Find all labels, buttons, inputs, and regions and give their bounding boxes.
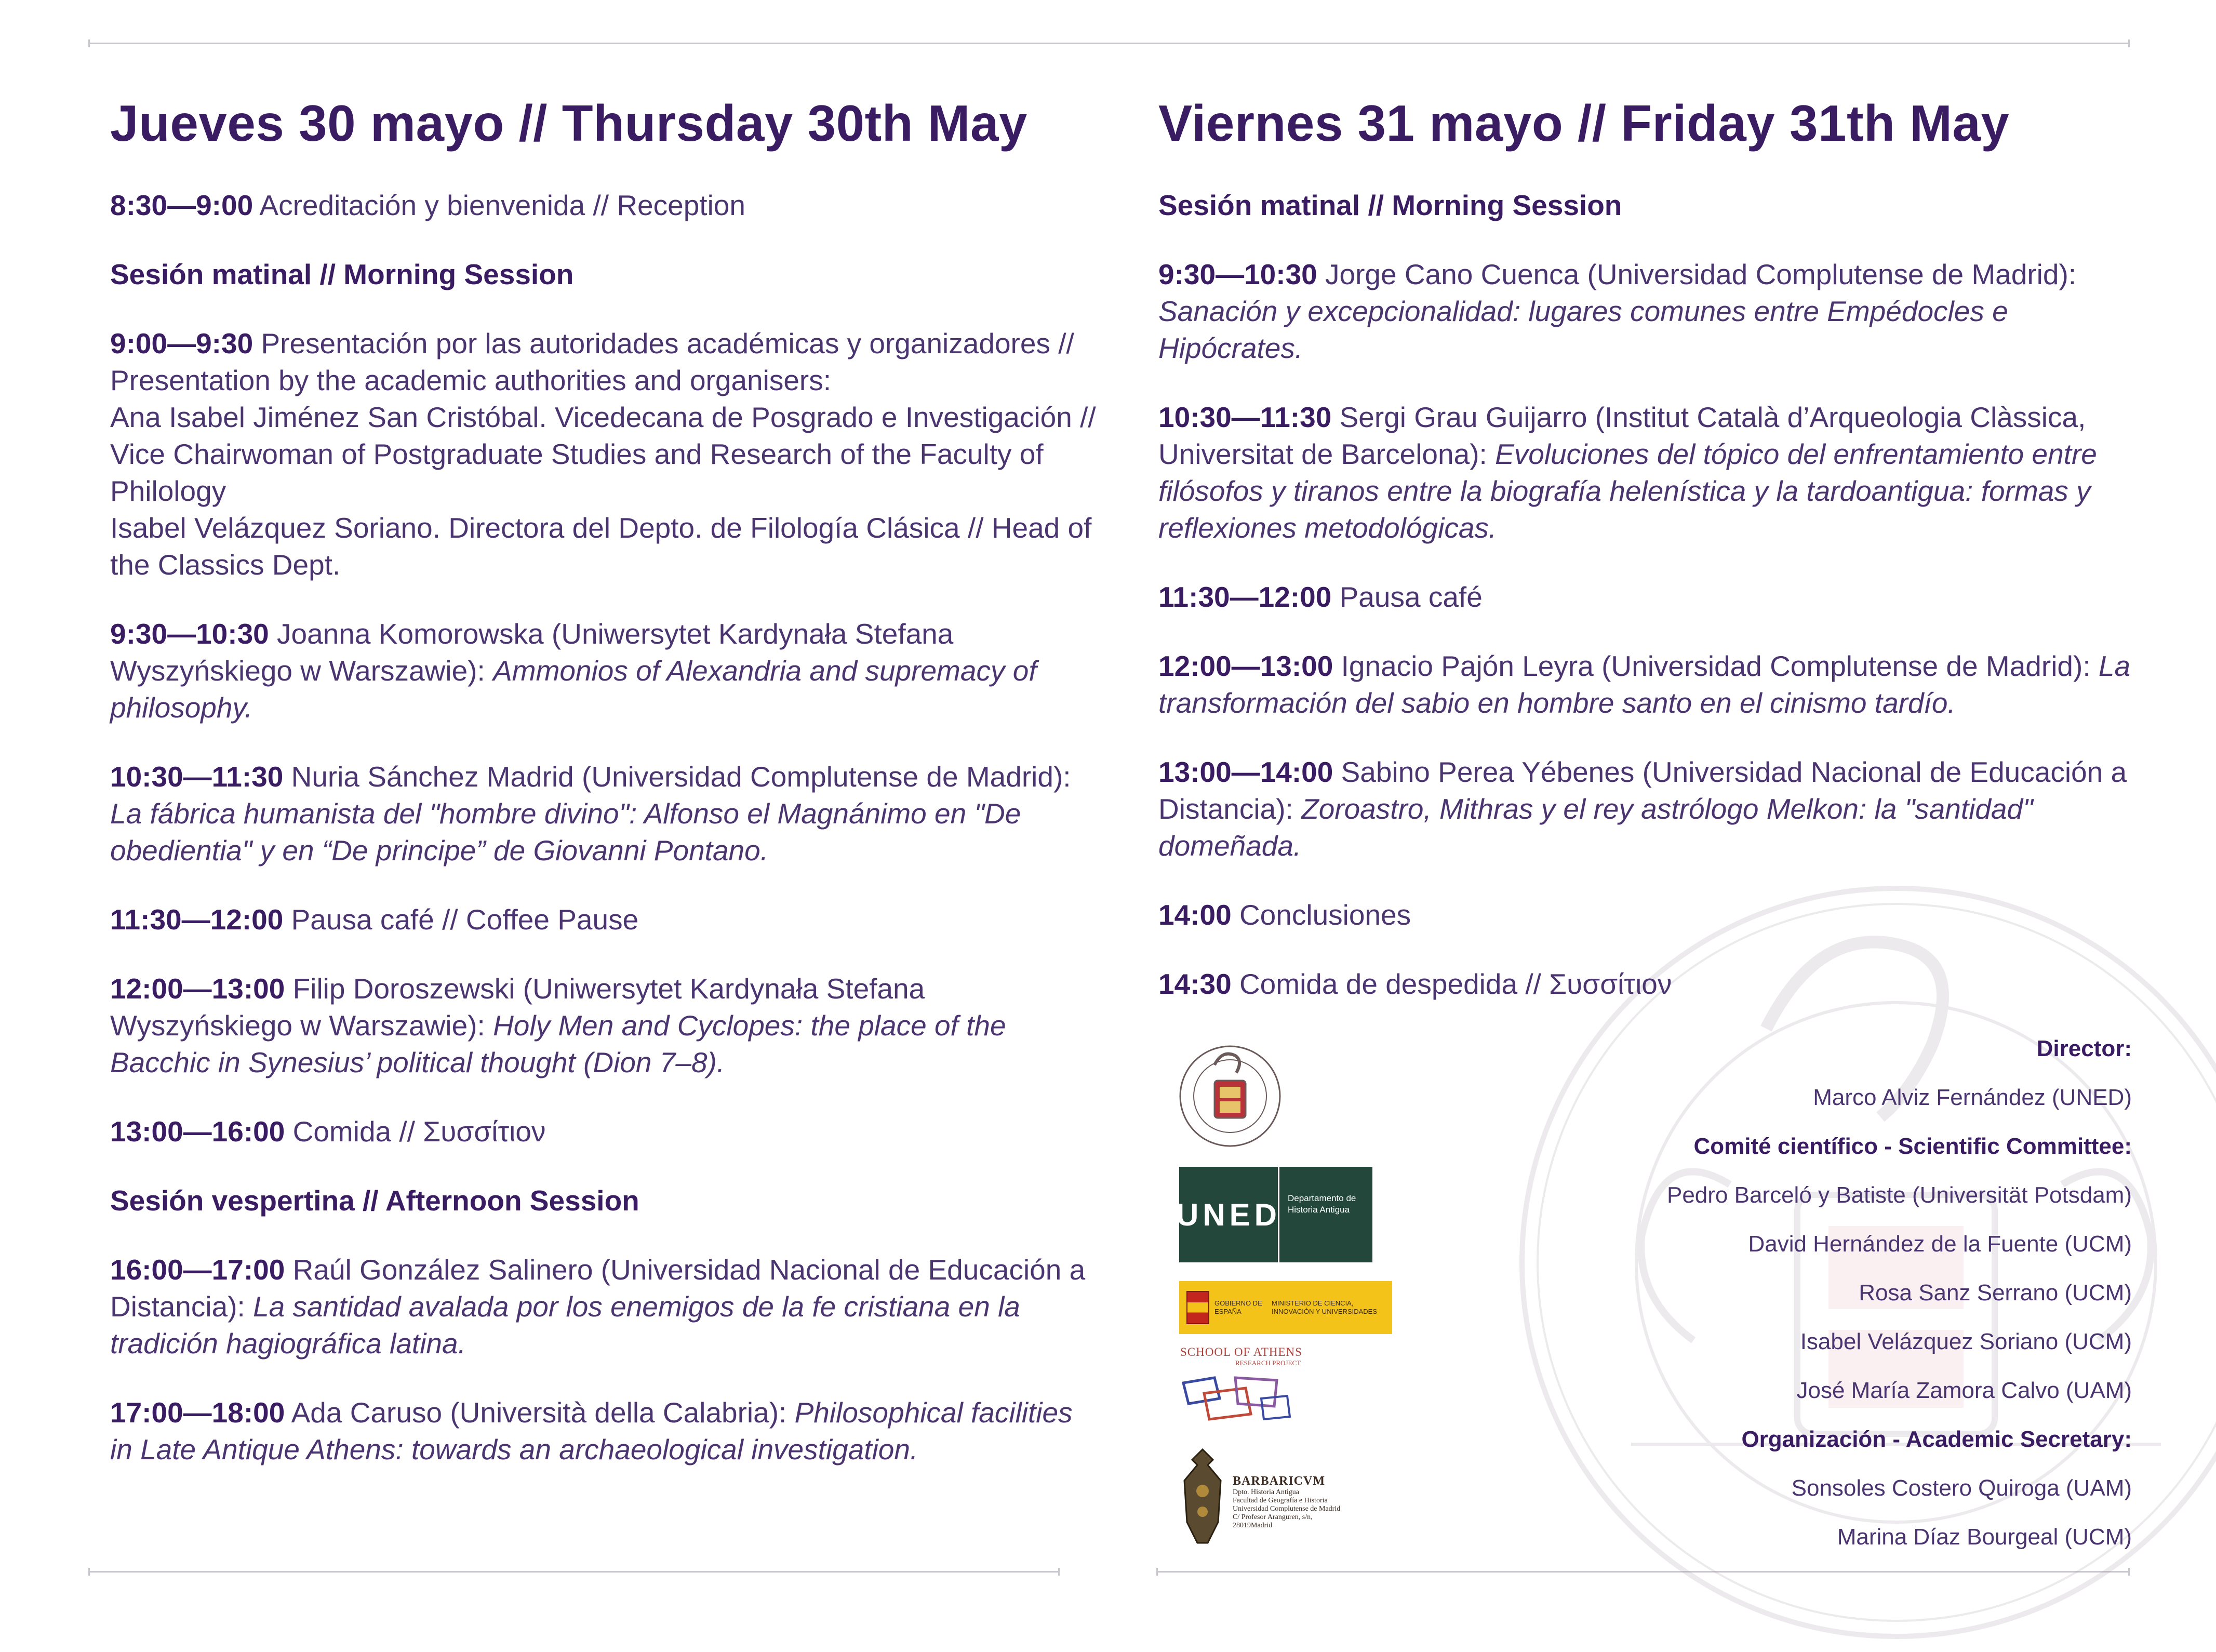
committee-member: José María Zamora Calvo (UAM) bbox=[1796, 1378, 2132, 1403]
talk-entry bbox=[110, 1394, 1097, 1468]
barbaricum-line: C/ Profesor Aranguren, s/n, bbox=[1233, 1513, 1313, 1521]
talk-title: Zoroastro, Mithras y el rey astrólogo Melkon: la "santidad" domeñada. bbox=[1158, 792, 2033, 862]
uned-wordmark: UNED bbox=[1179, 1167, 1279, 1262]
talk-speaker: Raúl González Salinero (Universidad Nacional de Educación a Distancia): bbox=[110, 1253, 1086, 1323]
entry-time: 17:00—18:00 bbox=[110, 1396, 285, 1429]
director-label: Director: bbox=[2036, 1036, 2132, 1061]
talk-title: Ammonios of Alexandria and supremacy of philosophy. bbox=[110, 654, 1037, 724]
session-heading-afternoon: Sesión vespertina // Afternoon Session bbox=[110, 1184, 639, 1217]
talk-entry bbox=[1158, 399, 2145, 547]
entry-text: Presentación por las autoridades académicas y organizadores // Presentation by the academic authorities and organisers: bbox=[110, 327, 1074, 396]
entry-time: 13:00—16:00 bbox=[110, 1115, 285, 1148]
athens-title: SCHOOL OF ATHENS bbox=[1180, 1345, 1302, 1358]
barbaricum-logo bbox=[1177, 1444, 1405, 1553]
eagle-brooch-icon bbox=[1177, 1444, 1229, 1548]
entry-text: Pausa café // Coffee Pause bbox=[291, 903, 639, 936]
coffee-entry bbox=[1158, 579, 2145, 616]
gobierno-label: GOBIERNO DE ESPAÑA bbox=[1214, 1299, 1262, 1315]
talk-title: La fábrica humanista del "hombre divino": Alfonso el Magnánimo en "De obedientia" y en “De principe” de Giovanni Pontano. bbox=[110, 797, 1021, 867]
barbaricum-text bbox=[1233, 1474, 1340, 1530]
entry-time: 14:30 bbox=[1158, 967, 1232, 1000]
talk-speaker: Filip Doroszewski (Uniwersytet Kardynała Stefana Wyszyńskiego w Warszawie): bbox=[110, 972, 925, 1042]
committee-member: Rosa Sanz Serrano (UCM) bbox=[1859, 1280, 2132, 1305]
entry-text: Conclusiones bbox=[1239, 898, 1411, 931]
entry-time: 9:30—10:30 bbox=[1158, 258, 1317, 290]
committee-member: David Hernández de la Fuente (UCM) bbox=[1748, 1231, 2132, 1257]
talk-title: La santidad avalada por los enemigos de la fe cristiana en la tradición hagiográfica latina. bbox=[110, 1290, 1020, 1360]
talk-speaker: Joanna Komorowska (Uniwersytet Kardynała Stefana Wyszyńskiego w Warszawie): bbox=[110, 617, 954, 687]
talk-entry bbox=[110, 616, 1097, 726]
committee-list bbox=[1560, 1037, 2132, 1574]
session-heading-morning: Sesión matinal // Morning Session bbox=[1158, 189, 1622, 221]
ministerio-label: MINISTERIO DE CIENCIA, INNOVACIÓN Y UNIVERSIDADES bbox=[1272, 1299, 1377, 1315]
entry-time: 8:30—9:00 bbox=[110, 189, 253, 221]
talk-speaker: Ada Caruso (Università della Calabria): bbox=[291, 1396, 787, 1429]
conclusions-entry bbox=[1158, 897, 2145, 934]
talk-entry bbox=[1158, 256, 2145, 367]
entry-time: 11:30—12:00 bbox=[1158, 580, 1332, 613]
talk-speaker: Ignacio Pajón Leyra (Universidad Complutense de Madrid): bbox=[1341, 649, 2091, 682]
entry-text: Pausa café bbox=[1339, 580, 1483, 613]
entry-time: 10:30—11:30 bbox=[110, 760, 284, 793]
farewell-entry bbox=[1158, 966, 2145, 1003]
school-of-athens-logo bbox=[1173, 1345, 1308, 1434]
spain-shield-icon bbox=[1186, 1291, 1209, 1324]
talk-entry bbox=[110, 1251, 1097, 1362]
talk-title: La transformación del sabio en hombre santo en el cinismo tardío. bbox=[1158, 649, 2131, 719]
talk-title: Evoluciones del tópico del enfrentamiento entre filósofos y tiranos entre la biografía helenística y la tardoantigua: formas y reflexiones metodológicas. bbox=[1158, 437, 2097, 544]
thursday-title: Jueves 30 mayo // Thursday 30th May bbox=[110, 95, 1027, 152]
thursday-column bbox=[110, 94, 1097, 1500]
lunch-entry bbox=[110, 1113, 1097, 1150]
talk-speaker: Sabino Perea Yébenes (Universidad Nacional de Educación a Distancia): bbox=[1158, 755, 2127, 825]
entry-time: 13:00—14:00 bbox=[1158, 755, 1333, 788]
friday-column bbox=[1158, 94, 2145, 1035]
entry-time: 12:00—13:00 bbox=[110, 972, 285, 1005]
barbaricum-line: Dpto. Historia Antigua bbox=[1233, 1488, 1299, 1496]
friday-title: Viernes 31 mayo // Friday 31th May bbox=[1158, 95, 2010, 152]
uned-department: Departamento de Historia Antigua bbox=[1288, 1193, 1356, 1215]
entry-text: Comida de despedida // Συσσίτιον bbox=[1239, 967, 1672, 1000]
entry-time: 16:00—17:00 bbox=[110, 1253, 285, 1286]
talk-title: Holy Men and Cyclopes: the place of the Bacchic in Synesius’ political thought (Dion 7–8). bbox=[110, 1009, 1006, 1078]
entry-text: Comida // Συσσίτιον bbox=[292, 1115, 546, 1148]
session-heading-morning: Sesión matinal // Morning Session bbox=[110, 258, 574, 290]
entry-time: 12:00—13:00 bbox=[1158, 649, 1333, 682]
entry-text: Ana Isabel Jiménez San Cristóbal. Vicedecana de Posgrado e Investigación // Vice Chairwoman of Postgraduate Studies and Research of the Faculty of Philology bbox=[110, 401, 1096, 507]
reception-entry bbox=[110, 187, 1097, 224]
entry-time: 9:30—10:30 bbox=[110, 617, 269, 650]
barbaricum-line: Universidad Complutense de Madrid bbox=[1233, 1505, 1341, 1513]
organization-member: Sonsoles Costero Quiroga (UAM) bbox=[1791, 1475, 2132, 1501]
entry-time: 11:30—12:00 bbox=[110, 903, 284, 936]
organization-member: Marina Díaz Bourgeal (UCM) bbox=[1837, 1524, 2132, 1550]
athens-subtitle: RESEARCH PROJECT bbox=[1235, 1359, 1301, 1367]
committee-member: Isabel Velázquez Soriano (UCM) bbox=[1800, 1329, 2132, 1354]
presentation-entry bbox=[110, 325, 1097, 583]
barbaricum-name: BARBARICVM bbox=[1233, 1474, 1325, 1488]
talk-speaker: Nuria Sánchez Madrid (Universidad Complutense de Madrid): bbox=[291, 760, 1071, 793]
scientific-committee-label: Comité científico - Scientific Committee: bbox=[1693, 1134, 2132, 1159]
barbaricum-line: Facultad de Geografía e Historia bbox=[1233, 1497, 1328, 1504]
talk-entry bbox=[110, 758, 1097, 869]
entry-text: Isabel Velázquez Soriano. Directora del Depto. de Filología Clásica // Head of the Classics Dept. bbox=[110, 511, 1092, 581]
talk-speaker: Sergi Grau Guijarro (Institut Català d’Arqueologia Clàssica, Universitat de Barcelona): bbox=[1158, 401, 2086, 470]
talk-speaker: Jorge Cano Cuenca (Universidad Complutense de Madrid): bbox=[1325, 258, 2077, 290]
talk-entry bbox=[1158, 754, 2145, 864]
ministerio-logo bbox=[1179, 1281, 1392, 1334]
entry-time: 14:00 bbox=[1158, 898, 1232, 931]
entry-text: Acreditación y bienvenida // Reception bbox=[259, 189, 745, 221]
talk-entry bbox=[1158, 648, 2145, 722]
ucm-crest-logo bbox=[1178, 1044, 1282, 1148]
entry-time: 9:00—9:30 bbox=[110, 327, 253, 359]
entry-time: 10:30—11:30 bbox=[1158, 401, 1332, 433]
coffee-entry bbox=[110, 901, 1097, 938]
organization-label: Organización - Academic Secretary: bbox=[1741, 1427, 2132, 1452]
director-name: Marco Alviz Fernández (UNED) bbox=[1813, 1085, 2132, 1110]
uned-logo bbox=[1176, 1167, 1372, 1262]
top-divider bbox=[88, 43, 2130, 44]
committee-member: Pedro Barceló y Batiste (Universität Potsdam) bbox=[1666, 1182, 2132, 1208]
barbaricum-line: 28019Madrid bbox=[1233, 1522, 1273, 1529]
talk-title: Sanación y excepcionalidad: lugares comunes entre Empédocles e Hipócrates. bbox=[1158, 295, 2008, 364]
talk-title: Philosophical facilities in Late Antique Athens: towards an archaeological investigation. bbox=[110, 1396, 1073, 1466]
athens-plan-icon bbox=[1173, 1367, 1298, 1424]
talk-entry bbox=[110, 970, 1097, 1081]
bottom-left-divider bbox=[88, 1571, 1060, 1573]
